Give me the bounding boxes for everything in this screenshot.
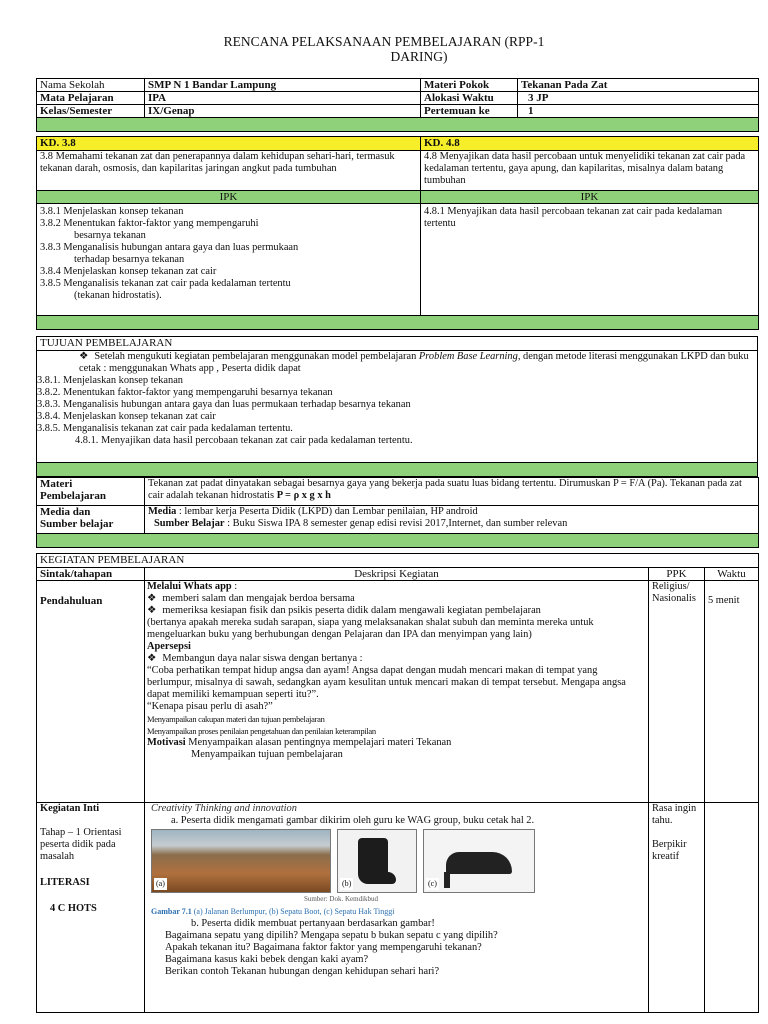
label-alokasi: Alokasi Waktu (421, 92, 518, 105)
kd3-label: KD. 3.8 (37, 137, 421, 151)
col-waktu: Waktu (705, 568, 759, 581)
figure-source: Sumber: Dok. Kemdikbud (303, 895, 379, 903)
ipk3-item: 3.8.1 Menjelaskan konsep tekanan (40, 206, 184, 217)
green-separator (37, 118, 759, 132)
inti-deskripsi: Creativity Thinking and innovation a. Peserta didik mengamati gambar dikirim oleh guru ke WAG group, buku cetak hal 2. (a) (b) (c) Sumber: Dok. Kemdikbud Gambar 7.1 (a) Jalanan Berlumpur, (b) Sepatu Boot, (c) Sepatu Hak Tinggi b. Peserta didik membuat pertanyaan berdasarkan gambar! Bagaimana sepatu yang dipilih? Mengapa sepatu b bukan sepatu c yang dipilih? Apakah tekanan itu? Bagaimana faktor faktor yang mempengaruhi tekanan? Bagaimana kasus kaki bebek dengan kaki ayam? Berikan contoh Tekanan hubungan dengan kehidupan sehari hari? (145, 803, 649, 1013)
formula: P = ρ x g x h (276, 490, 331, 501)
bullet-item: ❖ Membangun daya nalar siswa dengan bertanya : (147, 653, 645, 665)
value-mata-pelajaran: IPA (145, 92, 421, 105)
tujuan-body (37, 351, 758, 463)
tujuan-heading: TUJUAN PEMBELAJARAN (37, 337, 758, 351)
ipk-header-left: IPK (37, 191, 421, 204)
green-separator (37, 463, 758, 477)
tujuan-intro: ❖ Setelah mengukuti kegiatan pembelajaran menggunakan model pembelajaran Problem Base Learning, dengan metode literasi menggunakan LKPD dan buku cetak : menggunakan Whats app , Peserta didik dapat (37, 351, 754, 375)
tujuan-item: 3.8.2. Menentukan faktor-faktor yang mempengaruhi besarnya tekanan (37, 387, 333, 398)
label-nama-sekolah: Nama Sekolah (37, 79, 145, 92)
materi-label: Materi Pembelajaran (37, 478, 145, 506)
info-table (36, 78, 759, 132)
kd4-label: KD. 4.8 (421, 137, 759, 151)
value-alokasi: 3 JP (518, 92, 759, 105)
label-kelas: Kelas/Semester (37, 105, 145, 118)
kd-table (36, 136, 759, 330)
tujuan-table (36, 336, 758, 477)
materi-text: Tekanan zat padat dinyatakan sebagai besarnya gaya yang bekerja pada suatu luas bidang tertentu. Dirumuskan P = F/A (Pa). Tekanan pada zat cair adalah tekanan hidrostatis P = ρ x g x h (145, 478, 759, 506)
figure-caption: Gambar 7.1 (a) Jalanan Berlumpur, (b) Sepatu Boot, (c) Sepatu Hak Tinggi (151, 907, 395, 916)
pendahuluan-ppk: Religius/ Nasionalis (649, 581, 705, 803)
tujuan-item: 3.8.1. Menjelaskan konsep tekanan (37, 375, 184, 386)
pendahuluan-deskripsi: Melalui Whats app : ❖ memberi salam dan mengajak berdoa bersama ❖ memeriksa kesiapan fisik dan psikis peserta didik dalam mengawali kegiatan pembelajaran (bertanya apakah mereka sudah sarapan, siapa yang melaksanakan shalat subuh dan meminta mereka untuk mengeluarkan buku yang berhubungan dengan Pelajaran dan IPA dan menyimpan yang lain) Apersepsi ❖ Membangun daya nalar siswa dengan bertanya : “Coba perhatikan tempat hidup angsa dan ayam! Angsa dapat dengan mudah mencari makan di tempat yang berlumpur, misalnya di sawah, sedangkan ayam kesulitan untuk mencari makan di tempat tersebut. Mengapa angsa dapat memiliki kemampuan seperti itu?”. “Kenapa pisau perlu di asah?” Menyampaikan cakupan materi dan tujuan pembelajaran Menyampaikan proses penilaian pengetahuan dan penilaian keterampilan Motivasi Menyampaikan alasan pentingnya mempelajari materi Tekanan Menyampaikan tujuan pembelajaran (145, 581, 649, 803)
col-deskripsi: Deskripsi Kegiatan (145, 568, 649, 581)
apersepsi-label: Apersepsi (147, 641, 191, 652)
label-mata-pelajaran: Mata Pelajaran (37, 92, 145, 105)
tujuan-item: 3.8.3. Menganalisis hubungan antara gaya dan luas permukaan terhadap besarnya tekanan (37, 399, 411, 410)
document-title (0, 34, 768, 64)
label-materi-pokok: Materi Pokok (421, 79, 518, 92)
ipk3-list (37, 204, 421, 316)
boot-photo: (b) (337, 829, 417, 893)
ipk3-item: 3.8.5 Menganalisis tekanan zat cair pada kedalaman tertentu (tekanan hidrostatis). (40, 278, 291, 301)
col-ppk: PPK (649, 568, 705, 581)
inti-label: Kegiatan Inti Tahap – 1 Orientasi peserta didik pada masalah LITERASI 4 C HOTS (37, 803, 145, 1013)
ipk3-item: 3.8.3 Menganalisis hubungan antara gaya dan luas permukaan terhadap besarnya tekanan (40, 242, 299, 265)
ipk3-item: 3.8.4 Menjelaskan konsep tekanan zat cair (40, 266, 217, 277)
pendahuluan-waktu: 5 menit (705, 581, 759, 803)
col-sintak: Sintak/tahapan (37, 568, 145, 581)
bullet-item: ❖ memeriksa kesiapan fisik dan psikis peserta didik dalam mengawali kegiatan pembelajaran (147, 605, 645, 617)
ipk3-item: 3.8.2 Menentukan faktor-faktor yang mempengaruhi besarnya tekanan (40, 218, 259, 241)
title-line-1: RENCANA PELAKSANAAN PEMBELAJARAN (RPP-1 (223, 34, 545, 49)
tujuan-item: 3.8.5. Menganalisis tekanan zat cair pada kedalaman tertentu. (37, 423, 293, 434)
title-line-2: DARING) (390, 49, 448, 64)
value-pertemuan: 1 (518, 105, 759, 118)
inti-ppk: Rasa ingin tahu. Berpikir kreatif (649, 803, 705, 1013)
ipk4-text: 4.8.1 Menyajikan data hasil percobaan tekanan zat cair pada kedalaman tertentu (421, 204, 759, 316)
ipk-header-right: IPK (421, 191, 759, 204)
media-text: Media : lembar kerja Peserta Didik (LKPD) dan Lembar penilaian, HP android Sumber Belajar : Buku Siswa IPA 8 semester genap edisi revisi 2017,Internet, dan sumber relevan (145, 506, 759, 534)
materi-media-table (36, 477, 759, 548)
kd4-text: 4.8 Menyajikan data hasil percobaan untuk menyelidiki tekanan zat cair pada kedalaman tertentu, gaya apung, dan kapilaritas, misalnya dalam batang tumbuhan (421, 151, 759, 191)
inti-waktu (705, 803, 759, 1013)
media-label: Media dan Sumber belajar (37, 506, 145, 534)
tujuan-item: 3.8.4. Menjelaskan konsep tekanan zat cair (37, 411, 216, 422)
figure-7-1 (151, 829, 645, 893)
pendahuluan-label: Pendahuluan (37, 581, 145, 803)
tujuan-item-4: 4.8.1. Menyajikan data hasil percobaan tekanan zat cair pada kedalaman tertentu. (75, 435, 413, 446)
green-separator (37, 534, 759, 548)
kd3-text: 3.8 Memahami tekanan zat dan penerapannya dalam kehidupan sehari-hari, termasuk tekanan darah, osmosis, dan kapilaritas jaringan angkut pada tumbuhan (37, 151, 421, 191)
value-nama-sekolah: SMP N 1 Bandar Lampung (145, 79, 421, 92)
muddy-road-photo: (a) (151, 829, 331, 893)
green-separator (37, 316, 759, 330)
value-kelas: IX/Genap (145, 105, 421, 118)
label-pertemuan: Pertemuan ke (421, 105, 518, 118)
high-heel-photo: (c) (423, 829, 535, 893)
kegiatan-table (36, 553, 759, 1013)
bullet-item: ❖ memberi salam dan mengajak berdoa bersama (147, 593, 645, 605)
kegiatan-heading: KEGIATAN PEMBELAJARAN (37, 554, 759, 568)
value-materi-pokok: Tekanan Pada Zat (518, 79, 759, 92)
